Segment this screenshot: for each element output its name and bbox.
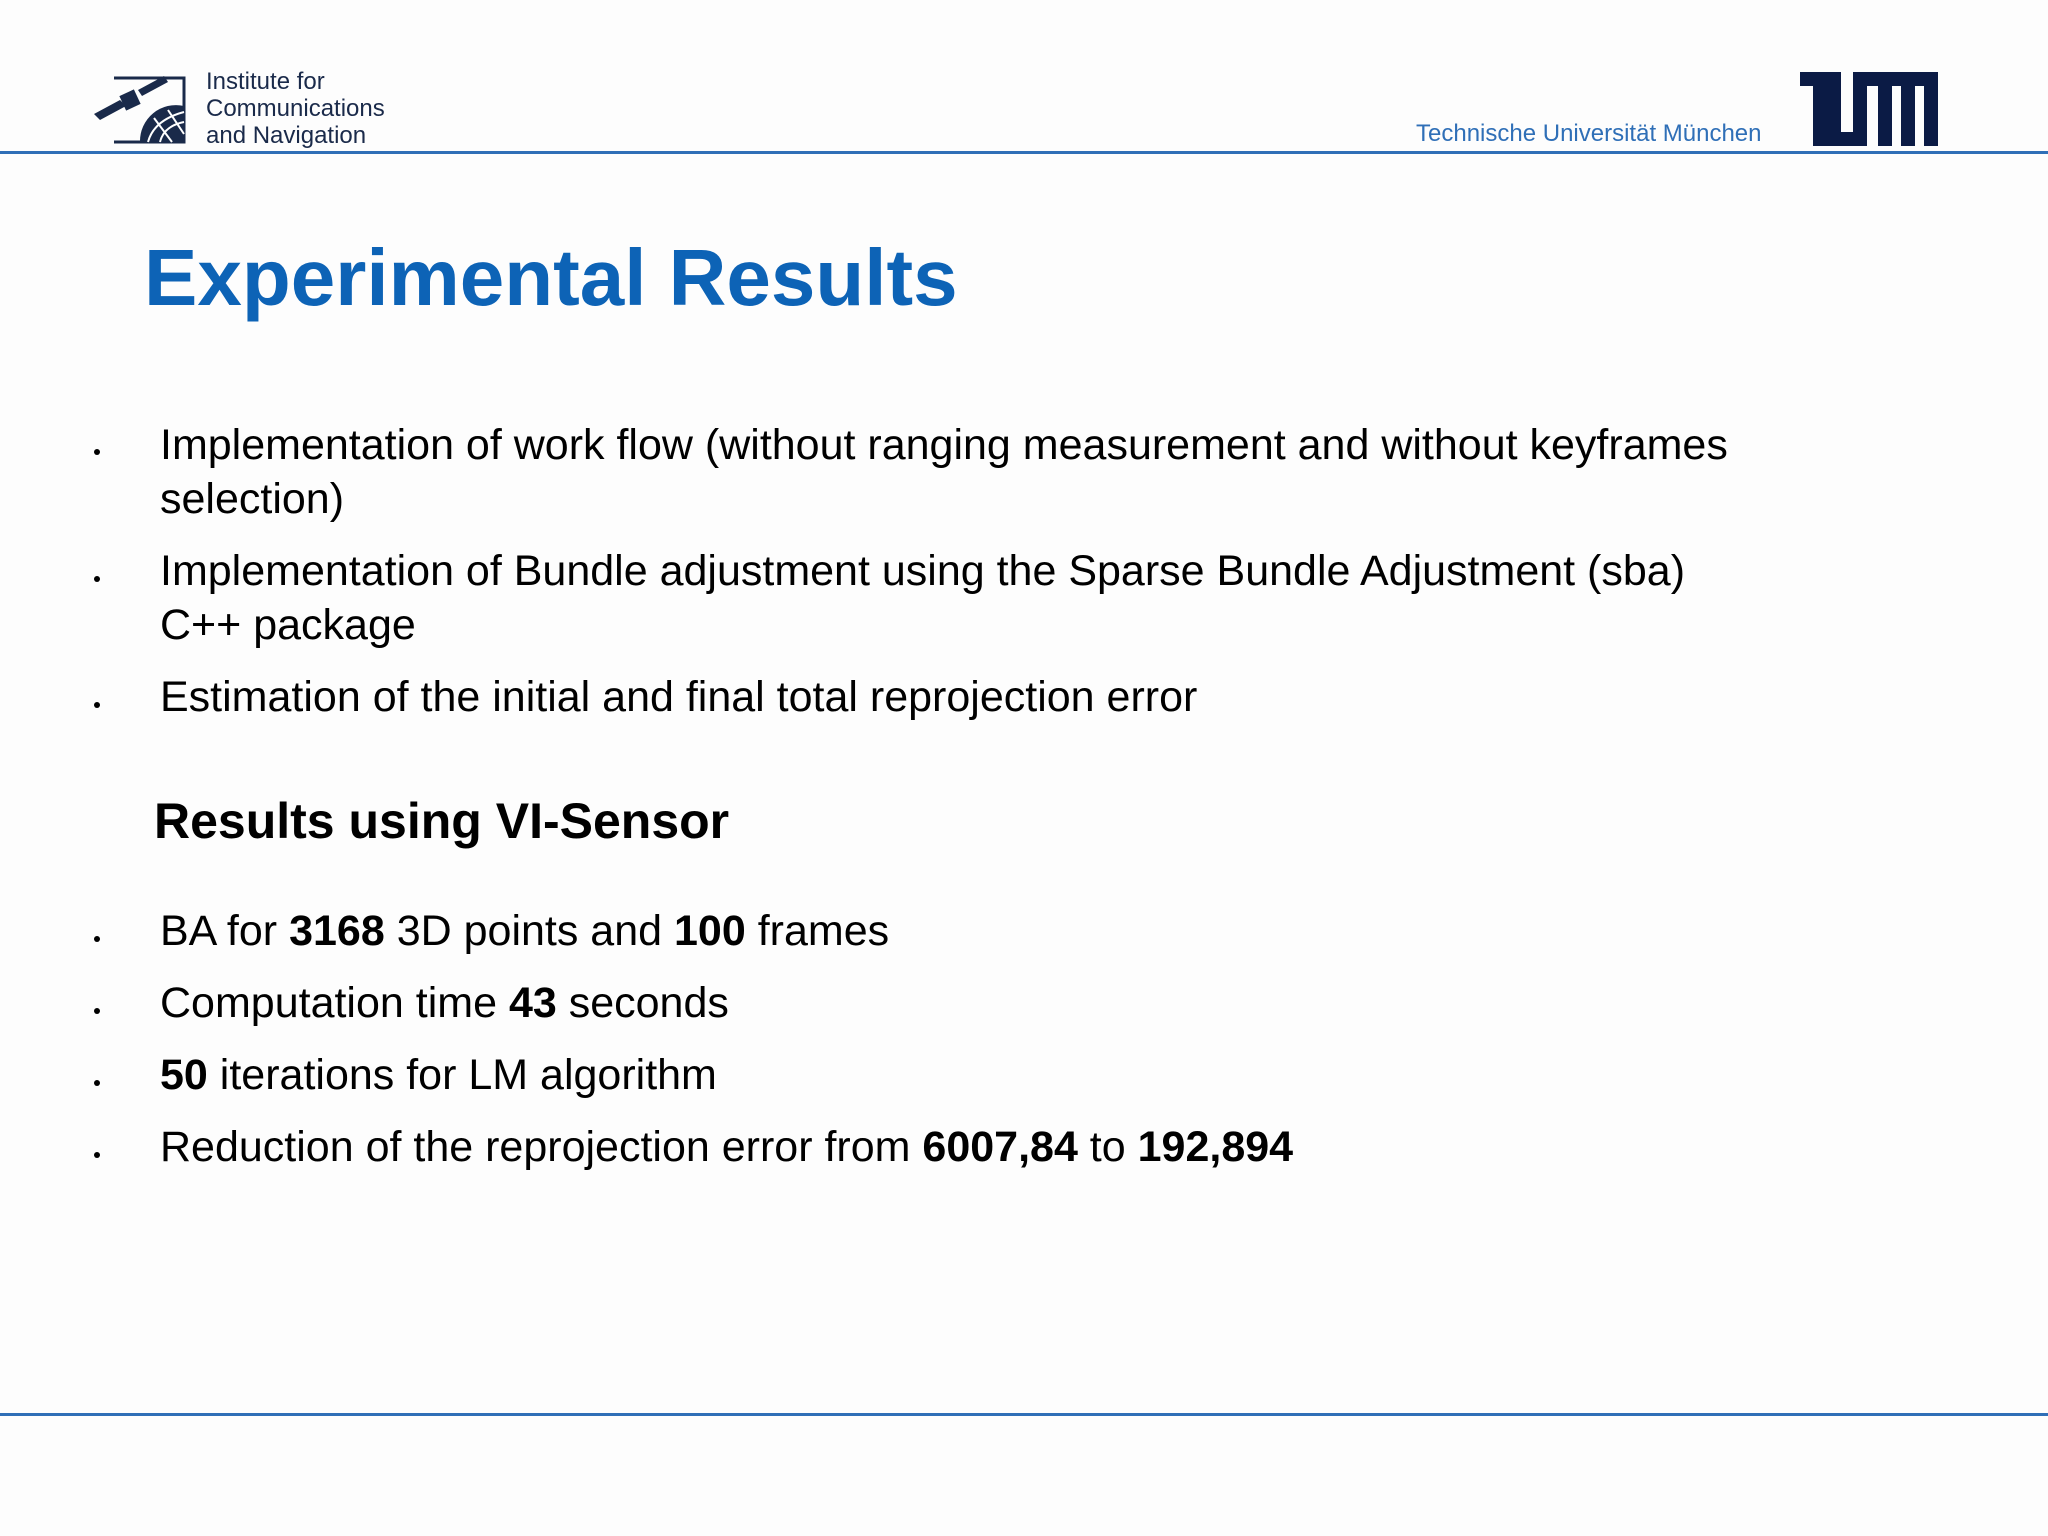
bullet-dot (94, 936, 100, 942)
institute-line-2: Communications (206, 95, 385, 122)
text: frames (745, 907, 890, 955)
iterations-count: 50 (160, 1051, 208, 1099)
bullet-dot (94, 1008, 100, 1014)
list-item (160, 1120, 1860, 1174)
tum-logo-icon (1800, 72, 1938, 146)
text: Computation time (160, 979, 509, 1027)
list-item (160, 670, 1860, 724)
list-item-line: Implementation of work flow (without ranging measurement and without keyframes (160, 421, 1728, 469)
computation-time: 43 (508, 979, 557, 1027)
text: 3D points and (384, 907, 674, 955)
text: Reduction of the reprojection error from (160, 1123, 923, 1171)
list-item (160, 976, 1860, 1030)
header-divider (0, 151, 2048, 154)
bullet-dot (94, 449, 100, 455)
university-name: Technische Universität München (1416, 120, 1762, 147)
list-item (160, 904, 1860, 958)
list-item-line: C++ package (160, 601, 416, 649)
frames-count: 100 (674, 907, 746, 955)
institute-line-1: Institute for (206, 68, 325, 95)
error-final: 192,894 (1137, 1123, 1294, 1171)
institute-line-3: and Navigation (206, 122, 367, 149)
list-item (160, 1048, 1860, 1102)
list-item-line: Estimation of the initial and final total reprojection error (160, 673, 1198, 721)
text: iterations for LM algorithm (207, 1051, 717, 1099)
satellite-globe-icon (92, 70, 192, 148)
text: seconds (556, 979, 729, 1027)
error-initial: 6007,84 (922, 1123, 1078, 1171)
text: BA for (160, 907, 290, 955)
slide-title: Experimental Results (144, 233, 958, 322)
list-item (160, 418, 1860, 526)
points-count: 3168 (289, 907, 385, 955)
list-item-line: selection) (160, 475, 345, 523)
bullet-dot (94, 1152, 100, 1158)
bullet-dot (94, 1080, 100, 1086)
section-heading: Results using VI-Sensor (154, 793, 730, 849)
list-item (160, 544, 1860, 652)
list-item-line: Implementation of Bundle adjustment using the Sparse Bundle Adjustment (sba) (160, 547, 1686, 595)
footer-divider (0, 1413, 2048, 1416)
institute-name (206, 68, 385, 149)
bullet-dot (94, 576, 100, 582)
text: to (1077, 1123, 1138, 1171)
bullet-dot (94, 702, 100, 708)
